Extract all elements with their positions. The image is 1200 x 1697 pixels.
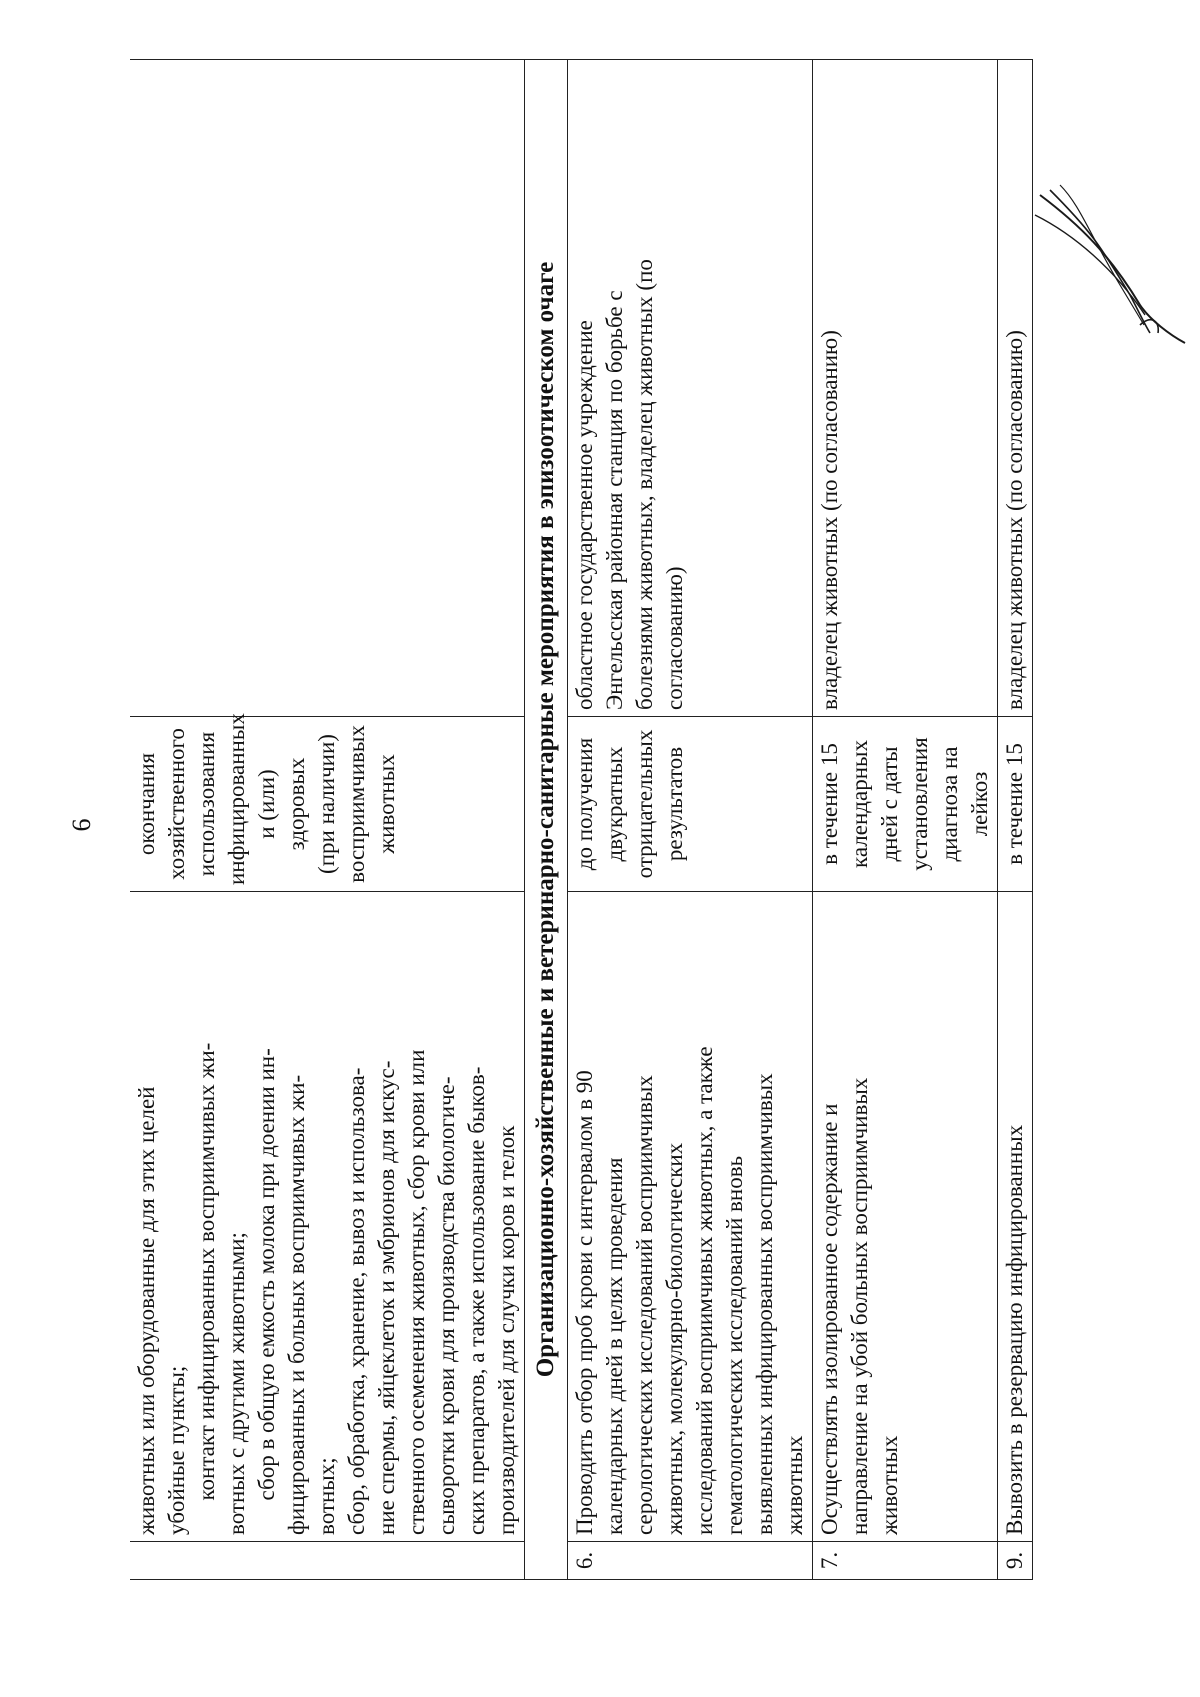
term-cell bbox=[998, 717, 1033, 892]
term-line: животных bbox=[374, 754, 399, 854]
term-line: отрицательных bbox=[632, 729, 657, 879]
rotated-table-container bbox=[130, 60, 1030, 1580]
term-line: до получения bbox=[572, 737, 597, 871]
page-number: 6 bbox=[67, 818, 96, 832]
term-line: инфицированных bbox=[224, 713, 249, 885]
term-cell bbox=[568, 717, 813, 892]
term-line: использования bbox=[194, 731, 219, 877]
action-cell bbox=[813, 892, 998, 1542]
action-line: сбор в общую емкость молока при доении ин- bbox=[254, 1048, 279, 1501]
action-line: календарных дней в целях проведения bbox=[602, 1157, 627, 1535]
action-line: контакт инфицированных восприимчивых жи- bbox=[194, 1042, 219, 1501]
action-line: фицированных и больных восприимчивых жи- bbox=[284, 1074, 309, 1535]
action-line: Вывозить в резервацию инфицированных bbox=[1002, 1124, 1027, 1535]
action-line: ние спермы, яйцеклеток и эмбрионов для искус- bbox=[374, 1060, 399, 1535]
action-line: направление на убой больных восприимчивых bbox=[847, 1077, 872, 1535]
responsible-line: согласованию) bbox=[662, 566, 687, 710]
term-line: восприимчивых bbox=[344, 725, 369, 883]
action-cell bbox=[998, 892, 1033, 1542]
handwritten-signature bbox=[1020, 175, 1190, 345]
action-line: серологических исследований восприимчивых bbox=[632, 1075, 657, 1535]
action-line: животных, молекулярно-биологических bbox=[662, 1142, 687, 1535]
action-line: Проводить отбор проб крови с интервалом в 90 bbox=[572, 1070, 597, 1535]
row-number-cell: 6. bbox=[568, 1542, 813, 1580]
term-line: календарных bbox=[847, 740, 872, 868]
term-line: в течение 15 bbox=[1002, 743, 1027, 865]
responsible-line: Энгельсская районная станция по борьбе с bbox=[602, 290, 627, 710]
action-line: Осуществлять изолированное содержание и bbox=[817, 1103, 842, 1535]
row-number-cell: 9. bbox=[998, 1542, 1033, 1580]
row-number-cell bbox=[130, 1542, 525, 1580]
action-cell bbox=[130, 892, 525, 1542]
term-line: окончания bbox=[134, 752, 159, 856]
table-section-row bbox=[525, 60, 568, 1580]
term-line: установления bbox=[907, 737, 932, 871]
term-line: диагноза на bbox=[937, 746, 962, 862]
section-title: Организационно-хозяйственные и ветеринарно-санитарные мероприятия в эпизоотическом очаге bbox=[525, 60, 568, 1580]
responsible-cell bbox=[130, 60, 525, 717]
term-line: результатов bbox=[662, 746, 687, 862]
term-line: дней с даты bbox=[877, 746, 902, 862]
row-number-cell: 7. bbox=[813, 1542, 998, 1580]
table-row-6 bbox=[568, 60, 813, 1580]
responsible-cell bbox=[568, 60, 813, 717]
responsible-cell: владелец животных (по согласованию) bbox=[813, 60, 998, 717]
term-line: двукратных bbox=[602, 746, 627, 862]
responsible-cell: владелец животных (по согласованию) bbox=[998, 60, 1033, 717]
action-line: исследований восприимчивых животных, а также bbox=[692, 1046, 717, 1535]
measures-table bbox=[130, 59, 1033, 1580]
table-row-continued bbox=[130, 60, 525, 1580]
action-line: сбор, обработка, хранение, вывоз и использова- bbox=[344, 1067, 369, 1535]
action-line: вотных с другими животными; bbox=[224, 1232, 249, 1535]
responsible-line: областное государственное учреждение bbox=[572, 320, 597, 710]
action-line: вотных; bbox=[314, 1457, 339, 1535]
action-line: животных bbox=[782, 1435, 807, 1535]
action-cell bbox=[568, 892, 813, 1542]
action-line: ственного осеменения животных, сбор крови или bbox=[404, 1049, 429, 1535]
term-line: хозяйственного bbox=[164, 728, 189, 880]
action-line: убойные пункты; bbox=[164, 1365, 189, 1535]
action-line: животных или оборудованные для этих целей bbox=[134, 1086, 159, 1535]
term-cell bbox=[130, 713, 525, 892]
action-line: ских препаратов, а также использование быков- bbox=[464, 1066, 489, 1535]
term-line: в течение 15 bbox=[817, 743, 842, 865]
responsible-line: болезнями животных, владелец животных (по bbox=[632, 259, 657, 710]
term-line: и (или) здоровых bbox=[254, 757, 309, 851]
term-line: (при наличии) bbox=[314, 734, 339, 874]
term-line: лейкоз bbox=[967, 771, 992, 837]
table-row-7 bbox=[813, 60, 998, 1580]
action-line: гематологических исследований вновь bbox=[722, 1155, 747, 1535]
action-line: животных bbox=[877, 1435, 902, 1535]
action-line: выявленных инфицированных восприимчивых bbox=[752, 1073, 777, 1535]
term-cell bbox=[813, 717, 998, 892]
action-line: сыворотки крови для производства биологиче- bbox=[434, 1076, 459, 1535]
action-line: производителей для случки коров и телок bbox=[494, 1125, 519, 1535]
